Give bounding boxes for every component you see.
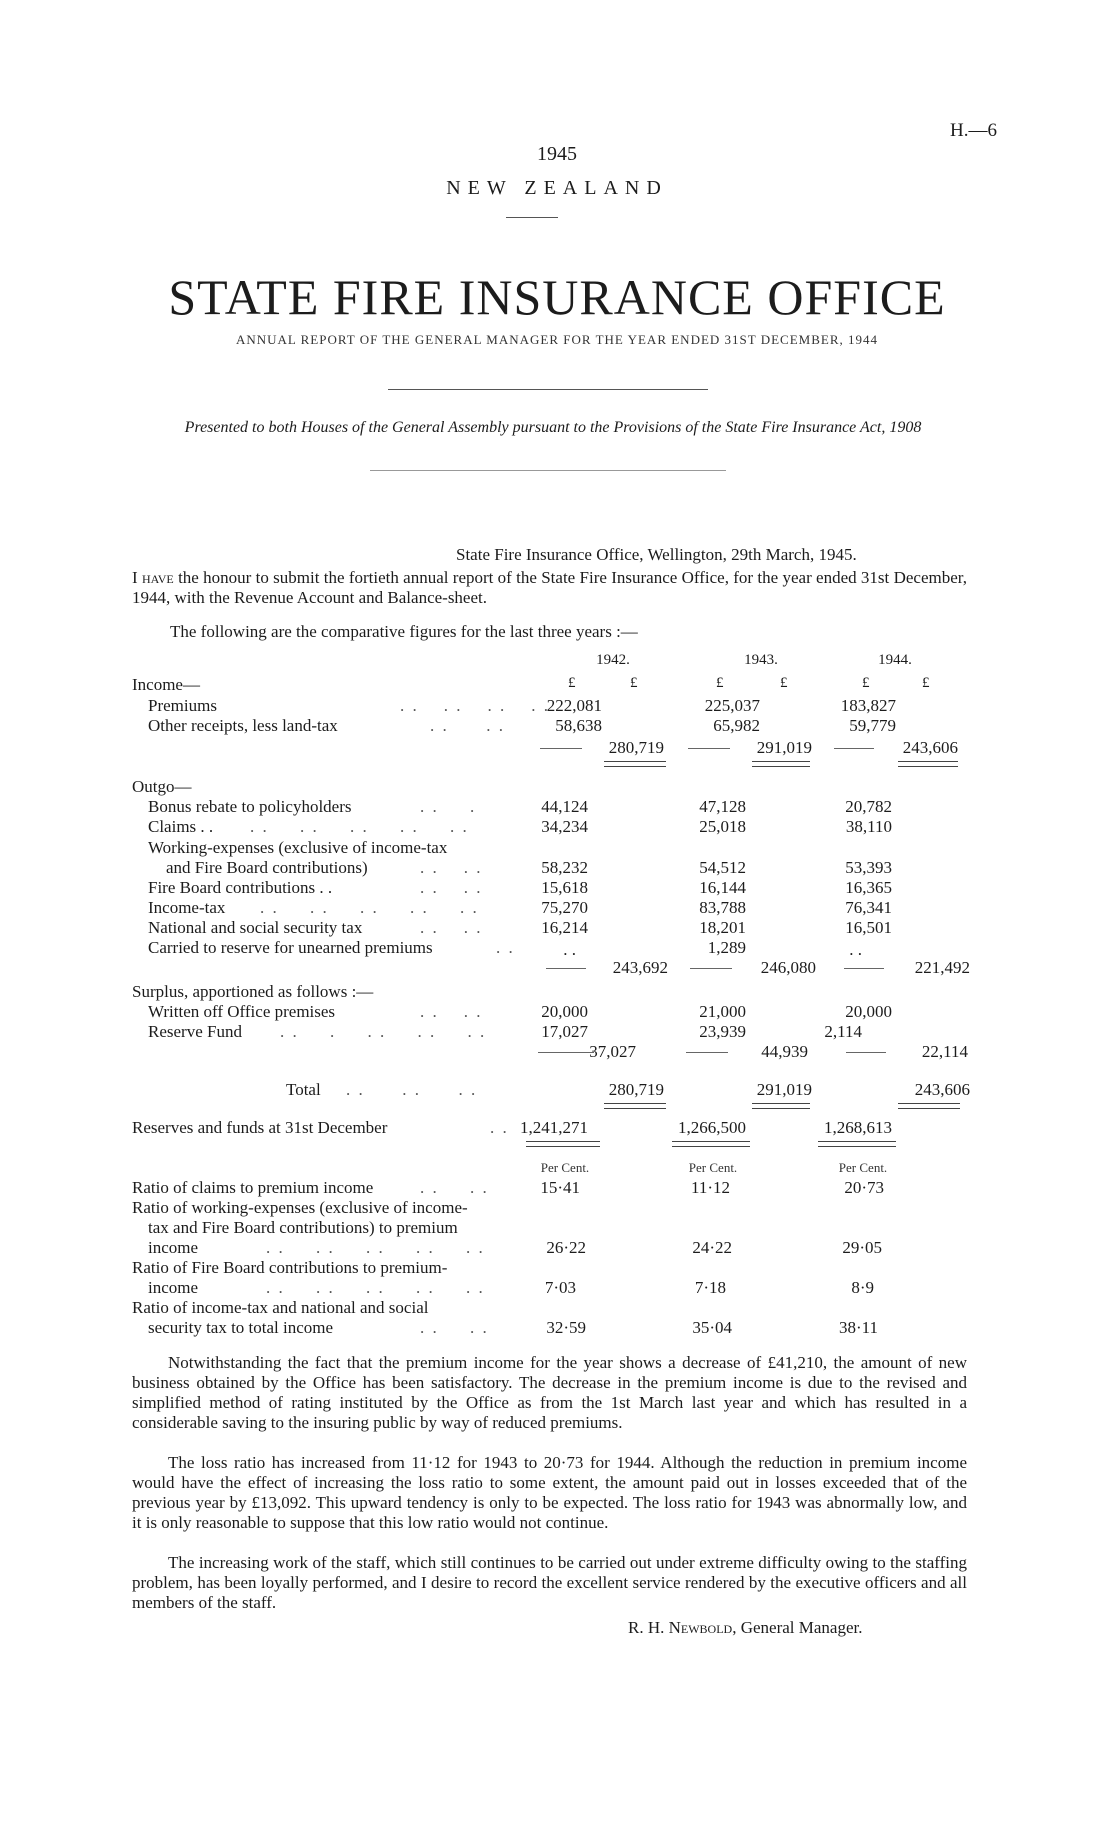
national-1944: 16,501 — [845, 918, 892, 937]
double-rule — [752, 761, 810, 767]
leader-dots: . . . . — [430, 716, 505, 735]
pound-sign: £ — [630, 675, 638, 691]
premiums-1943: 225,037 — [704, 696, 760, 715]
reserve-unearned-1944: . . — [849, 940, 862, 959]
reserve-unearned-1943: 1,289 — [707, 938, 746, 957]
premiums-label: Premiums — [148, 696, 217, 715]
double-rule — [898, 1103, 960, 1109]
ratio-fireboard-label-1: Ratio of Fire Board contributions to premium- — [132, 1258, 448, 1277]
paragraph-text: The loss ratio has increased from 11·12 for 1943 to 20·73 for 1944. Although the reduction in premium income would have the effect of increasing the loss ratio to some extent, the amount paid out in losses exceeded that of the previous year by £13,092. This upward tendency is only to be expected. The loss ratio for 1943 was abnormally low, and it is only reasonable to suppose that this low ratio would not continue. — [132, 1453, 967, 1532]
paragraph-premium-income — [132, 1353, 967, 1433]
signature-title: , General Manager. — [732, 1618, 863, 1637]
ratio-working-1942: 26·22 — [546, 1238, 586, 1257]
outgo-total-1942: 243,692 — [612, 958, 668, 977]
place-date: State Fire Insurance Office, Wellington, 29th March, 1945. — [456, 545, 857, 564]
leader-dots: . . . . . . . . . . — [266, 1278, 485, 1297]
national-1942: 16,214 — [541, 918, 588, 937]
leader-dots: . . . . . . . . . — [280, 1022, 487, 1041]
paragraph-loss-ratio — [132, 1453, 967, 1533]
page-title: STATE FIRE INSURANCE OFFICE — [168, 269, 946, 325]
leader-dots: . . . . . . . . . . — [266, 1238, 485, 1257]
reservefund-1943: 23,939 — [699, 1022, 746, 1041]
ratio-tax-1943: 35·04 — [692, 1318, 732, 1337]
per-cent-header: Per Cent. — [540, 1160, 590, 1175]
outgo-heading: Outgo— — [132, 777, 192, 796]
ratio-fireboard-1944: 8·9 — [851, 1278, 874, 1297]
pound-sign: £ — [862, 675, 870, 691]
pound-sign: £ — [716, 675, 724, 691]
ratio-tax-label-2: security tax to total income — [148, 1318, 334, 1337]
bonus-1942: 44,124 — [541, 797, 588, 816]
header-rule — [506, 217, 558, 218]
fireboard-1942: 15,618 — [541, 878, 588, 897]
ratio-claims-1942: 15·41 — [540, 1178, 580, 1197]
ratio-tax-1942: 32·59 — [546, 1318, 586, 1337]
presentation-rule — [370, 470, 726, 471]
written-off-label: Written off Office premises — [148, 1002, 336, 1021]
ratio-tax-1944: 38·11 — [838, 1318, 878, 1337]
presentation-note: Presented to both Houses of the General Assembly pursuant to the Provisions of the State Fire Insurance Act, 1908 — [184, 419, 922, 436]
reserves-label: Reserves and funds at 31st December — [132, 1118, 388, 1137]
surplus-heading: Surplus, apportioned as follows :— — [132, 982, 374, 1001]
pound-sign: £ — [568, 675, 576, 691]
fireboard-label: Fire Board contributions . . — [148, 878, 333, 897]
income-total-1942: 280,719 — [608, 738, 664, 757]
income-total-1944: 243,606 — [902, 738, 958, 757]
leader-dots: . . . — [420, 797, 477, 816]
ratio-claims-1944: 20·73 — [844, 1178, 884, 1197]
claims-1943: 25,018 — [699, 817, 746, 836]
working-label-2: and Fire Board contributions) — [166, 858, 368, 877]
incometax-1943: 83,788 — [699, 898, 746, 917]
pound-sign: £ — [780, 675, 788, 691]
reserves-1944: 1,268,613 — [824, 1118, 892, 1137]
ratio-working-label-3: income — [148, 1238, 199, 1257]
leader-dots: . . . . . . . . . . — [260, 898, 479, 917]
year-header-1943: 1943. — [744, 652, 778, 668]
surplus-total-1944: 22,114 — [921, 1042, 968, 1061]
other-receipts-label: Other receipts, less land-tax — [148, 716, 338, 735]
leader-dots: . . . . . . — [346, 1080, 478, 1099]
outgo-total-1943: 246,080 — [760, 958, 816, 977]
subtitle-rule — [388, 389, 708, 390]
incometax-label: Income-tax — [148, 898, 226, 917]
ratio-claims-label: Ratio of claims to premium income — [132, 1178, 374, 1197]
opening-text: the honour to submit the fortieth annual report of the State Fire Insurance Office, for the year ended 31st December, 1944, with the Revenue Account and Balance-sheet. — [132, 568, 967, 607]
working-1943: 54,512 — [699, 858, 746, 877]
ratio-fireboard-1943: 7·18 — [694, 1278, 726, 1297]
incometax-1944: 76,341 — [845, 898, 892, 917]
total-label: Total — [286, 1080, 321, 1099]
written-1944: 20,000 — [845, 1002, 892, 1021]
national-label: National and social security tax — [148, 918, 363, 937]
double-rule — [604, 761, 666, 767]
bonus-1944: 20,782 — [845, 797, 892, 816]
page-reference: H.—6 — [950, 120, 997, 141]
outgo-total-1944: 221,492 — [914, 958, 970, 977]
fireboard-1944: 16,365 — [845, 878, 892, 897]
leader-dots: . . . . — [420, 1318, 489, 1337]
incometax-1942: 75,270 — [541, 898, 588, 917]
paragraph-staff — [132, 1553, 967, 1613]
signature — [628, 1618, 863, 1638]
premiums-1944: 183,827 — [840, 696, 896, 715]
leader-dots: . . . . . . . . — [400, 696, 550, 715]
other-1944: 59,779 — [849, 716, 896, 735]
claims-1942: 34,234 — [541, 817, 588, 836]
year-header-1942: 1942. — [596, 652, 630, 668]
signature-name: R. H. Newbold — [628, 1618, 733, 1637]
surplus-total-1942: 37,027 — [589, 1042, 636, 1061]
bonus-label: Bonus rebate to policyholders — [148, 797, 352, 816]
year-header-1944: 1944. — [878, 652, 912, 668]
per-cent-header: Per Cent. — [688, 1160, 738, 1175]
total-1942: 280,719 — [608, 1080, 664, 1099]
fireboard-1943: 16,144 — [699, 878, 746, 897]
income-total-1943: 291,019 — [756, 738, 812, 757]
premiums-1942: 222,081 — [546, 696, 602, 715]
leader-dots: . . . . . . . . . . — [250, 817, 469, 836]
leader-dots: . . . . — [420, 858, 483, 877]
leader-dots: . . . . — [420, 918, 483, 937]
bonus-1943: 47,128 — [699, 797, 746, 816]
reserves-1942: 1,241,271 — [520, 1118, 588, 1137]
other-1942: 58,638 — [555, 716, 602, 735]
surplus-total-1943: 44,939 — [761, 1042, 808, 1061]
leader-dots: . . . . — [420, 878, 483, 897]
written-1943: 21,000 — [699, 1002, 746, 1021]
total-dash — [844, 968, 884, 969]
ratio-working-label-2: tax and Fire Board contributions) to premium — [148, 1218, 458, 1237]
working-1942: 58,232 — [541, 858, 588, 877]
double-rule — [898, 761, 958, 767]
reserves-1943: 1,266,500 — [678, 1118, 746, 1137]
working-label-1: Working-expenses (exclusive of income-tax — [148, 838, 448, 857]
report-year: 1945 — [537, 143, 577, 165]
income-heading: Income— — [132, 675, 200, 694]
double-rule — [526, 1141, 600, 1147]
opening-cap: I have — [132, 568, 174, 587]
ratio-working-label-1: Ratio of working-expenses (exclusive of income- — [132, 1198, 468, 1217]
claims-label: Claims . . — [148, 817, 214, 836]
ratio-working-1943: 24·22 — [692, 1238, 732, 1257]
ratio-working-1944: 29·05 — [842, 1238, 882, 1257]
reserve-fund-label: Reserve Fund — [148, 1022, 242, 1041]
reserve-unearned-1942: . . — [563, 940, 576, 959]
leader-dots: . . . . — [420, 1002, 483, 1021]
written-1942: 20,000 — [541, 1002, 588, 1021]
total-1944: 243,606 — [914, 1080, 970, 1099]
reserve-unearned-label: Carried to reserve for unearned premiums — [148, 938, 433, 957]
working-1944: 53,393 — [845, 858, 892, 877]
ratio-fireboard-1942: 7·03 — [544, 1278, 576, 1297]
reservefund-1942: 17,027 — [541, 1022, 588, 1041]
country-name: NEW ZEALAND — [446, 177, 668, 199]
claims-1944: 38,110 — [845, 817, 892, 836]
opening-paragraph — [132, 568, 967, 608]
double-rule — [604, 1103, 666, 1109]
leader-dots: . . — [496, 938, 515, 957]
leader-dots: . . . . — [420, 1178, 489, 1197]
leader-dots: . . — [490, 1118, 509, 1137]
national-1943: 18,201 — [699, 918, 746, 937]
paragraph-text: Notwithstanding the fact that the premium income for the year shows a decrease of £41,210, the amount of new business obtained by the Office has been satisfactory. The decrease in the premium income is due to the revised and simplified method of rating instituted by the Office as from the 1st March last year and which has resulted in a considerable saving to the insuring public by way of reduced premiums. — [132, 1353, 967, 1432]
other-1943: 65,982 — [713, 716, 760, 735]
double-rule — [672, 1141, 750, 1147]
page-subtitle: ANNUAL REPORT OF THE GENERAL MANAGER FOR THE YEAR ENDED 31ST DECEMBER, 1944 — [235, 332, 879, 347]
per-cent-header: Per Cent. — [838, 1160, 888, 1175]
ratio-fireboard-label-2: income — [148, 1278, 199, 1297]
double-rule — [818, 1141, 896, 1147]
paragraph-text: The increasing work of the staff, which still continues to be carried out under extreme difficulty owing to the staffing problem, has been loyally performed, and I desire to record the excellent service rendered by the executive officers and all members of the staff. — [132, 1553, 967, 1612]
pound-sign: £ — [922, 675, 930, 691]
ratio-claims-1943: 11·12 — [690, 1178, 730, 1197]
reservefund-1944: 2,114 — [824, 1022, 862, 1041]
total-1943: 291,019 — [756, 1080, 812, 1099]
double-rule — [752, 1103, 810, 1109]
ratio-tax-label-1: Ratio of income-tax and national and social — [132, 1298, 429, 1317]
table-intro: The following are the comparative figures for the last three years :— — [170, 622, 638, 641]
